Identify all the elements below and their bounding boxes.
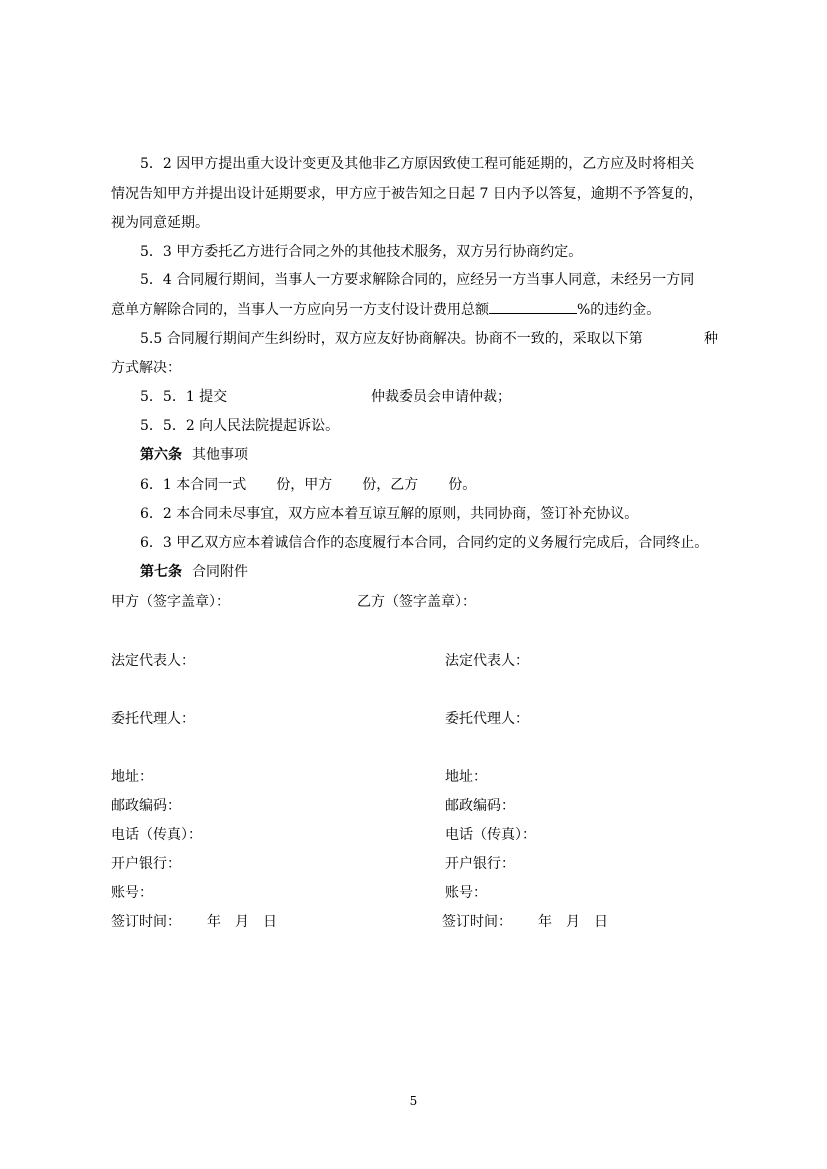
clause-5-5-2: 5．5．2 向人民法院提起诉讼。 (140, 418, 340, 434)
party-b-address: 地址： (445, 769, 487, 785)
clause-5-4-line-1: 5．4 合同履行期间，当事人一方要求解除合同的，应经另一方当事人同意，未经另一方同 (140, 272, 695, 288)
clause-6-1-c: 份，乙方 (362, 477, 419, 493)
clause-5-5-kind: 种 (704, 331, 718, 347)
page-number: 5 (409, 1094, 418, 1108)
party-b-month: 月 (566, 914, 580, 930)
party-b-day: 日 (594, 914, 608, 930)
clause-5-5-1-suffix: 仲裁委员会申请仲裁； (371, 389, 511, 405)
clause-5-5-text: 5.5 合同履行期间产生纠纷时，双方应友好协商解决。协商不一致的，采取以下第 (140, 331, 643, 347)
clause-6-3: 6．3 甲乙双方应本着诚信合作的态度履行本合同，合同约定的义务履行完成后，合同终止。 (140, 535, 709, 551)
article-6-number: 第六条 (140, 447, 182, 463)
clause-5-2-line-3: 视为同意延期。 (111, 215, 209, 231)
party-a-agent: 委托代理人： (111, 711, 195, 727)
party-b-account: 账号： (445, 885, 487, 901)
clause-5-2-line-1: 5．2 因甲方提出重大设计变更及其他非乙方原因致使工程可能延期的，乙方应及时将相关 (140, 156, 695, 172)
clause-6-1 (140, 475, 476, 495)
party-b-year: 年 (538, 914, 552, 930)
party-a-bank: 开户银行： (111, 856, 181, 872)
party-a-day: 日 (263, 914, 277, 930)
party-a-legal-rep: 法定代表人： (111, 653, 195, 669)
penalty-percent-blank (489, 299, 577, 314)
article-6-heading (140, 445, 248, 465)
party-b-postcode: 邮政编码： (445, 798, 515, 814)
clause-6-1-a: 6．1 本合同一式 (140, 477, 247, 493)
clause-5-4-text: 意单方解除合同的，当事人一方应向另一方支付设计费用总额 (111, 302, 489, 318)
party-b-legal-rep: 法定代表人： (445, 653, 529, 669)
clause-5-5-1-prefix: 5．5．1 提交 (140, 389, 228, 405)
party-a-year: 年 (207, 914, 221, 930)
party-b-phone-fax: 电话（传真）： (445, 827, 536, 843)
article-7-heading (140, 562, 248, 582)
party-b-sign-time (442, 912, 608, 932)
party-b-agent: 委托代理人： (445, 711, 529, 727)
party-a-phone-fax: 电话（传真）： (111, 827, 202, 843)
article-6-title: 其他事项 (192, 447, 248, 463)
party-a-postcode: 邮政编码： (111, 798, 181, 814)
clause-5-3: 5．3 甲方委托乙方进行合同之外的其他技术服务，双方另行协商约定。 (140, 244, 583, 260)
party-b-sign-time-label: 签订时间： (442, 914, 512, 930)
clause-6-2: 6．2 本合同未尽事宜，双方应本着互谅互解的原则，共同协商，签订补充协议。 (140, 506, 639, 522)
clause-5-4-line-2 (111, 299, 660, 320)
party-a-address: 地址： (111, 769, 153, 785)
party-b-signature-label: 乙方（签字盖章）： (357, 594, 476, 610)
clause-6-1-d: 份。 (448, 477, 477, 493)
clause-5-5-line-1 (140, 329, 643, 349)
article-7-number: 第七条 (140, 564, 182, 580)
party-b-bank: 开户银行： (445, 856, 515, 872)
party-a-sign-time (111, 912, 277, 932)
article-7-title: 合同附件 (192, 564, 248, 580)
clause-5-2-line-2: 情况告知甲方并提出设计延期要求，甲方应于被告知之日起 7 日内予以答复，逾期不予答复的， (111, 186, 703, 202)
clause-5-4-suffix: %的违约金。 (577, 302, 661, 318)
party-a-sign-time-label: 签订时间： (111, 914, 181, 930)
party-a-account: 账号： (111, 885, 153, 901)
clause-6-1-b: 份，甲方 (276, 477, 333, 493)
clause-5-5-line-2: 方式解决： (111, 360, 181, 376)
party-a-month: 月 (235, 914, 249, 930)
party-a-signature-label: 甲方（签字盖章）： (111, 594, 230, 610)
